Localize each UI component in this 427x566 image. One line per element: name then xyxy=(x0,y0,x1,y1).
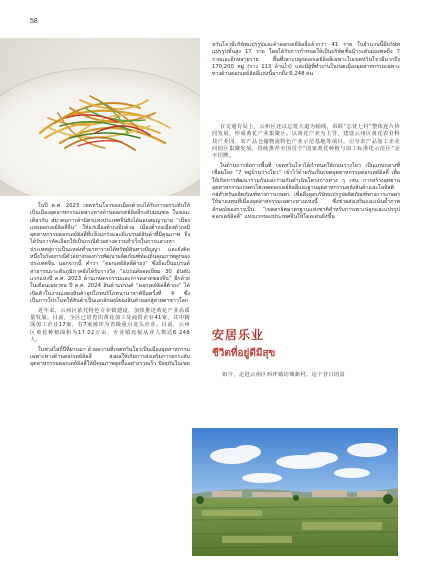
dish-illustration xyxy=(0,38,200,196)
right-top-text xyxy=(212,42,400,81)
left-text xyxy=(30,203,190,371)
village-photo xyxy=(192,428,398,556)
right-mid-text xyxy=(212,124,400,224)
paragraph-thai: ในปี ค.ศ. 2023 เขตหวินโจวของเมืองต้าถงได้รับการยกระดับให้เป็นเมืองอุตสาหกรรมเฉพาะทางด้านดอกเดย์ลิลลี่ระดับมณฑล ในขณะเดียวกัน สมาคมการค้ามิตรแห่งประเทศจีนยังได้มอบสมญานาม “เมืองแห่งดอกเดย์ลิลลี่จีน” ให้แก่เมืองต้าถงอีกด้วย เมืองต้าถงเมืองต้าถงมีอุตสาหกรรมดอกเดย์ลิลลี่ที่แข็งแกร่งและมีแบรนด์สินค้าที่มีคุณภาพ จึงได้รับการคัดเลือกให้เป็นกรณีตัวอย่างความสำเร็จในการแสวงหาประเทศสู่การเป็นแหล่งทำมาหารายได้ทรัพย์สินทางปัญญา และยังติดหนึ่งในร้อยกรณีตัวอย่างของการพัฒนาผลิตภัณฑ์ท้องถิ่นคุณภาพสูงของประเทศจีน นอกจากนี้ คำว่า “ดอกเดย์ลิลลี่ต้าถง” ซึ่งถือเป็นแบรนด์สาธารณะระดับภูมิภาคยังได้รับรางวัล “แบรนด์ยอดเยี่ยม 30 อันดับแรกแห่งปี ค.ศ. 2023 ด้านเกษตรกรรมและการคลาดของจีน” อีกด้วย ในเดือนเมษายน ปี ค.ศ. 2024 สินค้าแบรนด์ “ดอกเดย์ลิลลี่ต้าถง” ได้เปิดตัวในงานแสดงสินค้าอุปโภคบริโภคนานาชาติจีนครั้งที่ 4 ซึ่งเป็นการโปรโมทให้สินค้าเป็นเอกลักษณ์ของสินค้าออกสู่สายตาชาวโลก xyxy=(30,203,190,304)
paragraph-thai: ในด้านการจัดการพื้นที่ เขตหวินโจวได้กำหนดให้ถนนว่างโยว เป็นแกนกลางที่เชื่อมโยง “7 หมู่บ้านว่างโยว” เข้าไว้ด้วยกันเป็นเขตอุตสาหกรรมดอกเดย์ลิลลี่ เพื่อให้เกิดการพัฒนาร่วมกันและร่วมกันดำเนินโครงการต่าง ๆ เช่น การสร้างอุทยานอุตสาหกรรมเกษตรไฮเทคดอกเดย์ลิลลี่และฐานอุตสาหกรรมคลังสินค้าและโลจิสติกส์สำหรับผลิตภัณฑ์ทางการเกษตร เพื่อดึงดูดบริษัทแปรรูปผลิตภัณฑ์ทางการเกษตรให้มาลงทุนที่เมืองอุตสาหกรรมเฉพาะทางแห่งนี้ ซึ่งช่วยส่งเสริมและเน้นย้ำภาพลักษณ์ของการเป็น “เขตสาธิตมาตรฐานแห่งชาติสำหรับการเพาะปลูกและแปรรูปดอกเดย์ลิลลี่” แห่งแรกของประเทศจีนให้โดดเด่นยิ่งขึ้น xyxy=(212,162,400,221)
dish-photo xyxy=(0,38,200,196)
section-title-chinese: 安居乐业 xyxy=(212,328,265,342)
section-title-thai: ชีวิตที่อยู่ดีมีสุข xyxy=(212,348,276,359)
paragraph: หวันโจวมีบริษัทแปรรูปและค้าดอกเดย์ลิลลี่แล้วกว่า 41 ราย ในจำนวนนี้มีบริษัทแปรรูปขั้นสูง 17 ราย โดยได้รับการกำหนดให้เป็นบริษัทชั้นนำระดับมณฑลถึง 7 รายและอีกหลายราย พื้นที่เพาะปลูกดอกเดย์ลิลลี่เฉพาะในเขตหวินโจวมีมากถึง 170,200 หมู่ (ราว 113 ล้านไร่) และมีผู้ที่ทำงานในเขตเมืองอุตสาหกรรมเฉพาะทางด้านดอกเดย์ลิลลี่แห่งนี้มากถึง 6,248 คน xyxy=(212,42,400,78)
paragraph-thai: ในช่วงไม่กี่ปีที่ผ่านมา ด้วยความที่เขตหวินโจวเป็นเมืองอุตสาหกรรมเฉพาะทางด้านดอกเดย์ลิลลี่ ส่งผลให้เกิดการส่งเสริมการยกระดับอุตสาหกรรมดอกเดย์ลิลลี่ให้มีคุณภาพสูงขึ้นอย่างรวดเร็ว ปัจจุบันในเขต xyxy=(30,346,190,368)
paragraph-chinese: 在交通有局上，云州区还以忘忧大道为轴线，串联“忘忧七村”整体连片协同发展，形成黄花产业集聚区。以黄花产业为主导，建设云州区黄花农业科技产业园、农产品仓储物流特色产业示范基地等项目，引导农产品加工企业向园区集聚发展，持续推荐全国首个“国家黄花种植与加工标准化示范区”金字招牌。 xyxy=(212,124,400,160)
section-heading xyxy=(212,326,402,361)
village-landscape xyxy=(192,428,398,556)
paragraph-chinese: 近年来，云州区依托特色专业镇建设，加快推进黄花产业高质量发展。目前，全区已培育出黄花加工及商贸企业41家，其中精深加工企业17家，有7家被评为省级重点龙头企业。目前，云州区黄花种植面积为17.02万亩，专业镇直接从业人数达6 248人。 xyxy=(30,307,190,343)
page-number: 58 xyxy=(30,18,38,25)
section-intro: 如今，走进云州区西坪镇坊城新村，这个昔日的贫 xyxy=(222,372,346,378)
